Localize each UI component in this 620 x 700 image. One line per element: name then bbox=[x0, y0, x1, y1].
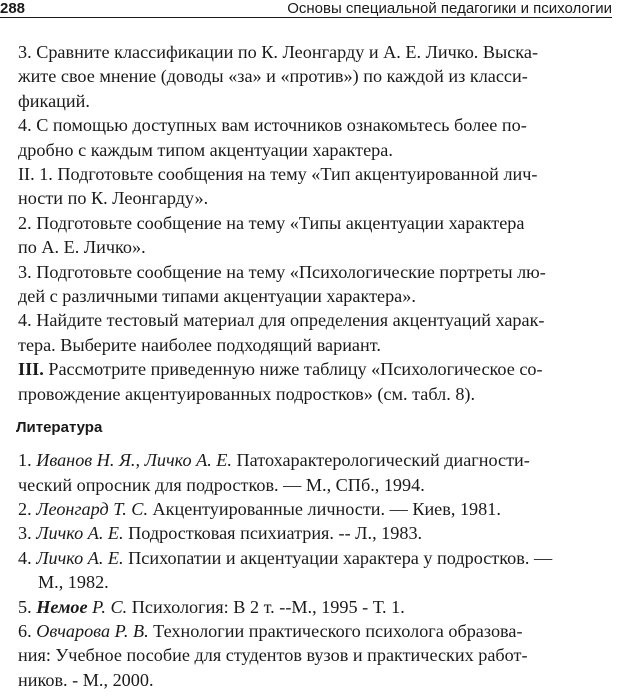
reference-item bbox=[18, 497, 614, 521]
reference-author: Личко А. Е. bbox=[36, 547, 124, 568]
roman-numeral: III. bbox=[18, 359, 44, 380]
reference-text: Психопатии и акцентуации характера у подростков. — bbox=[123, 547, 553, 568]
text-line bbox=[18, 497, 614, 521]
reference-author: Леонгард Т. С. bbox=[36, 498, 148, 519]
reference-number: 1. bbox=[18, 450, 32, 471]
text-line: фикаций. bbox=[18, 90, 90, 111]
page-number: 288 bbox=[0, 0, 26, 17]
reference-text: Технологии практического психолога образова- bbox=[148, 620, 523, 641]
reference-number: 6. bbox=[18, 620, 32, 641]
text-line: жите свое мнение (доводы «за» и «против») по каждой из класси- bbox=[18, 66, 528, 87]
text-line bbox=[18, 619, 614, 643]
task-item bbox=[18, 211, 614, 260]
reference-text: Подростковая психиатрия. -- Л., 1983. bbox=[123, 523, 423, 544]
reference-number: 2. bbox=[18, 498, 32, 519]
reference-item bbox=[18, 448, 614, 497]
running-title: Основы специальной педагогики и психологии bbox=[287, 0, 612, 17]
reference-item bbox=[18, 546, 614, 595]
task-item bbox=[18, 308, 614, 357]
header-rule bbox=[0, 17, 612, 18]
page-header bbox=[0, 0, 620, 22]
reference-item bbox=[18, 619, 614, 692]
reference-number: 5. bbox=[18, 596, 32, 617]
text-line bbox=[18, 357, 614, 381]
text-line: II. 1. Подготовьте сообщения на тему «Тип акцентуированной лич- bbox=[18, 164, 538, 185]
task-item bbox=[18, 40, 614, 113]
text-line: тера. Выберите наиболее подходящий вариант. bbox=[18, 334, 381, 355]
task-item bbox=[18, 260, 614, 309]
task-item bbox=[18, 162, 614, 211]
text-line: 3. Подготовьте сообщение на тему «Психологические портреты лю- bbox=[18, 261, 546, 282]
reference-author: Р. С. bbox=[87, 596, 128, 617]
reference-author: Овчарова Р. В. bbox=[36, 620, 149, 641]
text-line: ников. - М., 2000. bbox=[18, 669, 154, 690]
text-span: Рассмотрите приведенную ниже таблицу «Психологическое со- bbox=[43, 359, 543, 380]
text-line: провождение акцентуированных подростков» (см. табл. 8). bbox=[18, 383, 476, 404]
text-line bbox=[18, 546, 614, 570]
text-line: ния: Учебное пособие для студентов вузов и практических работ- bbox=[18, 645, 528, 666]
text-line: 2. Подготовьте сообщение на тему «Типы акцентуации характера bbox=[18, 212, 525, 233]
text-line: ческий опросник для подростков. — М., СПб., 1994. bbox=[18, 474, 425, 495]
text-line bbox=[18, 521, 614, 545]
reference-author: Иванов Н. Я., Личко А. Е. bbox=[36, 450, 232, 471]
reference-text: Акцентуированные личности. — Киев, 1981. bbox=[148, 498, 501, 519]
text-line: 4. С помощью доступных вам источников ознакомьтесь более по- bbox=[18, 115, 527, 136]
text-line: 3. Сравните классификации по К. Леонгарду и А. Е. Личко. Выска- bbox=[18, 42, 538, 62]
reference-author-surname: Немое bbox=[36, 596, 88, 617]
page-content bbox=[18, 40, 614, 692]
reference-text: Патохарактерологический диагности- bbox=[231, 450, 530, 471]
reference-item bbox=[18, 595, 614, 619]
text-line: 4. Найдите тестовый материал для определения акцентуаций харак- bbox=[18, 310, 545, 331]
task-item bbox=[18, 113, 614, 162]
text-line: дробно с каждым типом акцентуации характера. bbox=[18, 139, 393, 160]
text-line bbox=[18, 595, 614, 619]
text-line: ности по К. Леонгарду». bbox=[18, 188, 209, 209]
task-item bbox=[18, 357, 614, 406]
reference-number: 4. bbox=[18, 547, 32, 568]
reference-number: 3. bbox=[18, 523, 32, 544]
text-line: дей с различными типами акцентуации характера». bbox=[18, 286, 416, 307]
reference-author: Личко А. Е. bbox=[36, 523, 124, 544]
reference-item bbox=[18, 521, 614, 545]
text-line: М., 1982. bbox=[38, 572, 109, 593]
reference-text: Психология: В 2 т. --М., 1995 - Т. 1. bbox=[127, 596, 405, 617]
literature-heading: Литература bbox=[16, 419, 103, 437]
text-line: по А. Е. Личко». bbox=[18, 237, 146, 258]
text-line bbox=[18, 448, 614, 472]
